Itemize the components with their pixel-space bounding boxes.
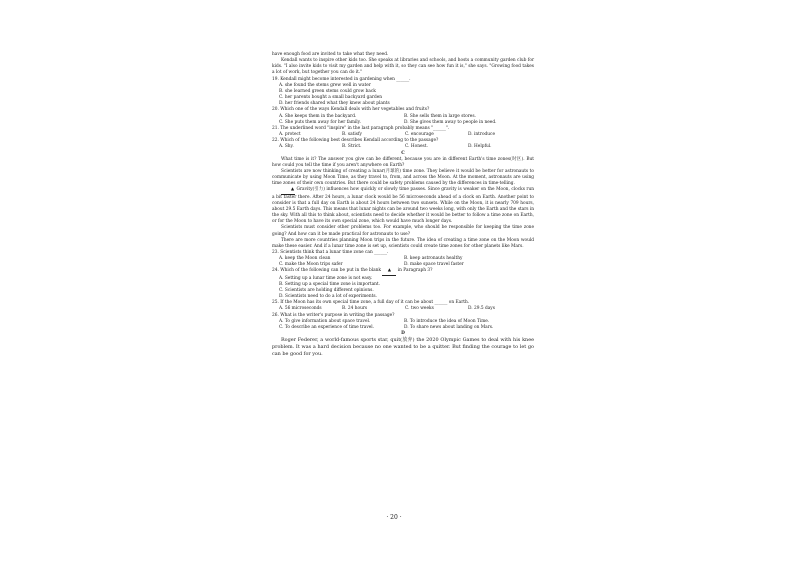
passage-c-paragraph-3	[272, 187, 534, 225]
passage-b-paragraph: Kendall wants to inspire other kids too. She speaks at libraries and schools, and hosts a community garden club for kids. "I also invite kids to visit my garden and help with it, so they can see how fun it is," she says. "Growing food takes a lot of work, but together you can do it."	[272, 58, 534, 76]
question-stem: 21. The underlined word "inspire" in the last paragraph probably means "______".	[272, 125, 450, 131]
option-b: B. satisfy	[342, 132, 362, 138]
passage-c-paragraph-2: Scientists are now thinking of creating a lunar(月球的) time zone. They believe it would be better for astronauts to communicate by using Moon Time, as they travel to, from, and across the Moon. At the moment, astronauts are using time zones of their own countries. But there could be safety problems caused by the differences in time-telling.	[272, 168, 534, 187]
question-26	[272, 313, 534, 331]
question-stem	[272, 268, 534, 275]
option-a: A. keep the Moon clean	[279, 256, 331, 262]
option-d: D. make space travel faster	[404, 262, 464, 268]
option-d: D. Scientists need to do a lot of experiments.	[279, 294, 377, 300]
question-stem: 19. Kendall might become interested in gardening when ______.	[272, 76, 411, 82]
question-24	[272, 268, 534, 300]
option-b: B. To introduce the idea of Moon Time.	[404, 318, 490, 324]
option-row	[272, 306, 534, 312]
question-21	[272, 126, 534, 138]
option-c: C. Honest.	[405, 144, 428, 150]
page-number: · 20 ·	[386, 514, 402, 521]
option-a: A. She keeps them in the backyard.	[279, 113, 357, 119]
question-stem: 20. Which one of the ways Kendall deals with her vegetables and fruits?	[272, 107, 430, 113]
option-d: D. 29.5 days	[468, 306, 495, 312]
option-a: A. protect	[279, 132, 301, 138]
option-a: A. 56 microseconds	[279, 306, 322, 312]
option-a: A. Shy.	[279, 144, 294, 150]
blank-triangle-mark: ▲	[382, 268, 396, 275]
passage-c-paragraph-4: Scientists must consider other problems too. For example, who should be responsible for keeping the time zone going? And how can it be made practical for astronauts to use?	[272, 225, 534, 237]
option-d: D. She gives them away to people in need.	[404, 119, 497, 125]
option-b: B. keep astronauts healthy	[404, 256, 463, 262]
option-row	[272, 120, 534, 126]
option-a: A. she found the stems grew well in water	[279, 82, 371, 88]
blank-triangle-mark: ▲	[281, 187, 295, 194]
stem-end: in Paragraph 3?	[397, 268, 433, 274]
option-c: C. Scientists are holding different opinions.	[279, 287, 374, 293]
option-c: C. To describe an experience of time travel.	[279, 324, 375, 330]
option-a: A. Setting up a lunar time zone is not easy.	[279, 275, 373, 281]
option-c: C. She puts them away for her family.	[279, 119, 361, 125]
option-b: B. She sells them in large stores.	[404, 113, 476, 119]
question-22	[272, 138, 534, 150]
passage-c-paragraph-5: There are more countries planning Moon trips in the future. The idea of creating a time zone on the Moon would make these easier. And if a lunar time zone is set up, scientists could create time zones for other planets like Mars.	[272, 237, 534, 249]
option-d: D. To share news about landing on Mars.	[404, 324, 494, 330]
option-b: B. 24 hours	[342, 306, 368, 312]
question-19	[272, 77, 534, 108]
passage-d-paragraph-1: Roger Federer, a world-famous sports star, quit(放弃) the 2020 Olympic Games to deal with his knee problem. It was a hard decision because no one wanted to be a quitter. But finding the courage to let go can be good for you.	[272, 337, 534, 357]
question-23	[272, 250, 534, 268]
option-b: B. Setting up a special time zone is important.	[279, 281, 381, 287]
option-b: B. she learned green stems could grow back	[279, 88, 376, 94]
passage-c-paragraph-1: What time is it? The answer you give can be different, because you are in different Earth's time zones(时区). But how could you tell the time if you aren't anywhere on Earth?	[272, 156, 534, 168]
option-d: D. introduce	[468, 132, 496, 138]
option-b: B. Strict.	[342, 144, 362, 150]
option-c: C. two weeks	[405, 306, 434, 312]
question-stem: 25. If the Moon has its own special time zone, a full day of it can be about ______ on Earth.	[272, 300, 470, 306]
section-letter-d: D	[401, 331, 405, 337]
option-c: C. encourage	[405, 132, 434, 138]
question-20	[272, 107, 534, 125]
section-letter-c: C	[401, 150, 405, 156]
question-25	[272, 300, 534, 312]
page-content	[272, 52, 534, 358]
question-stem: 23. Scientists think that a lunar time zone can ______.	[272, 250, 389, 255]
question-stem: 26. What is the writer's purpose in writing the passage?	[272, 312, 395, 318]
option-c: C. make the Moon trips safer	[279, 262, 343, 268]
stem-start: 24. Which of the following can be put in the blank	[272, 268, 382, 274]
option-d: D. Helpful.	[468, 144, 492, 150]
option-a: A. To give information about space travel.	[279, 318, 371, 324]
option-d: D. her friends shared what they knew about plants	[279, 101, 390, 107]
paragraph-3-text: Gravity(引力) influences how quickly or slowly time passes. Since gravity is weaker on the Moon, clocks run a bit faster there. After 24 hours, a lunar clock would be 56 microseconds ahead of a clock on Earth. Another point to consider is that a full day on Earth is about 24 hours between two sunsets. While on the Moon, it is nearly 709 hours, about 29.5 Earth days. This means that lunar nights can be around two weeks long, with only the Earth and the stars in the sky. With all this to think about, scientists need to decide whether it would be better to follow a time zone on Earth, or for the Moon to have its own special zone, which would have much longer days.	[272, 187, 534, 225]
option-row	[272, 144, 534, 150]
option-c: C. her parents bought a small backyard garden	[279, 95, 383, 101]
question-stem: 22. Which of the following best describes Kendall according to the passage?	[272, 138, 439, 144]
passage-b-tail: have enough food are invited to take what they need.	[272, 52, 389, 57]
